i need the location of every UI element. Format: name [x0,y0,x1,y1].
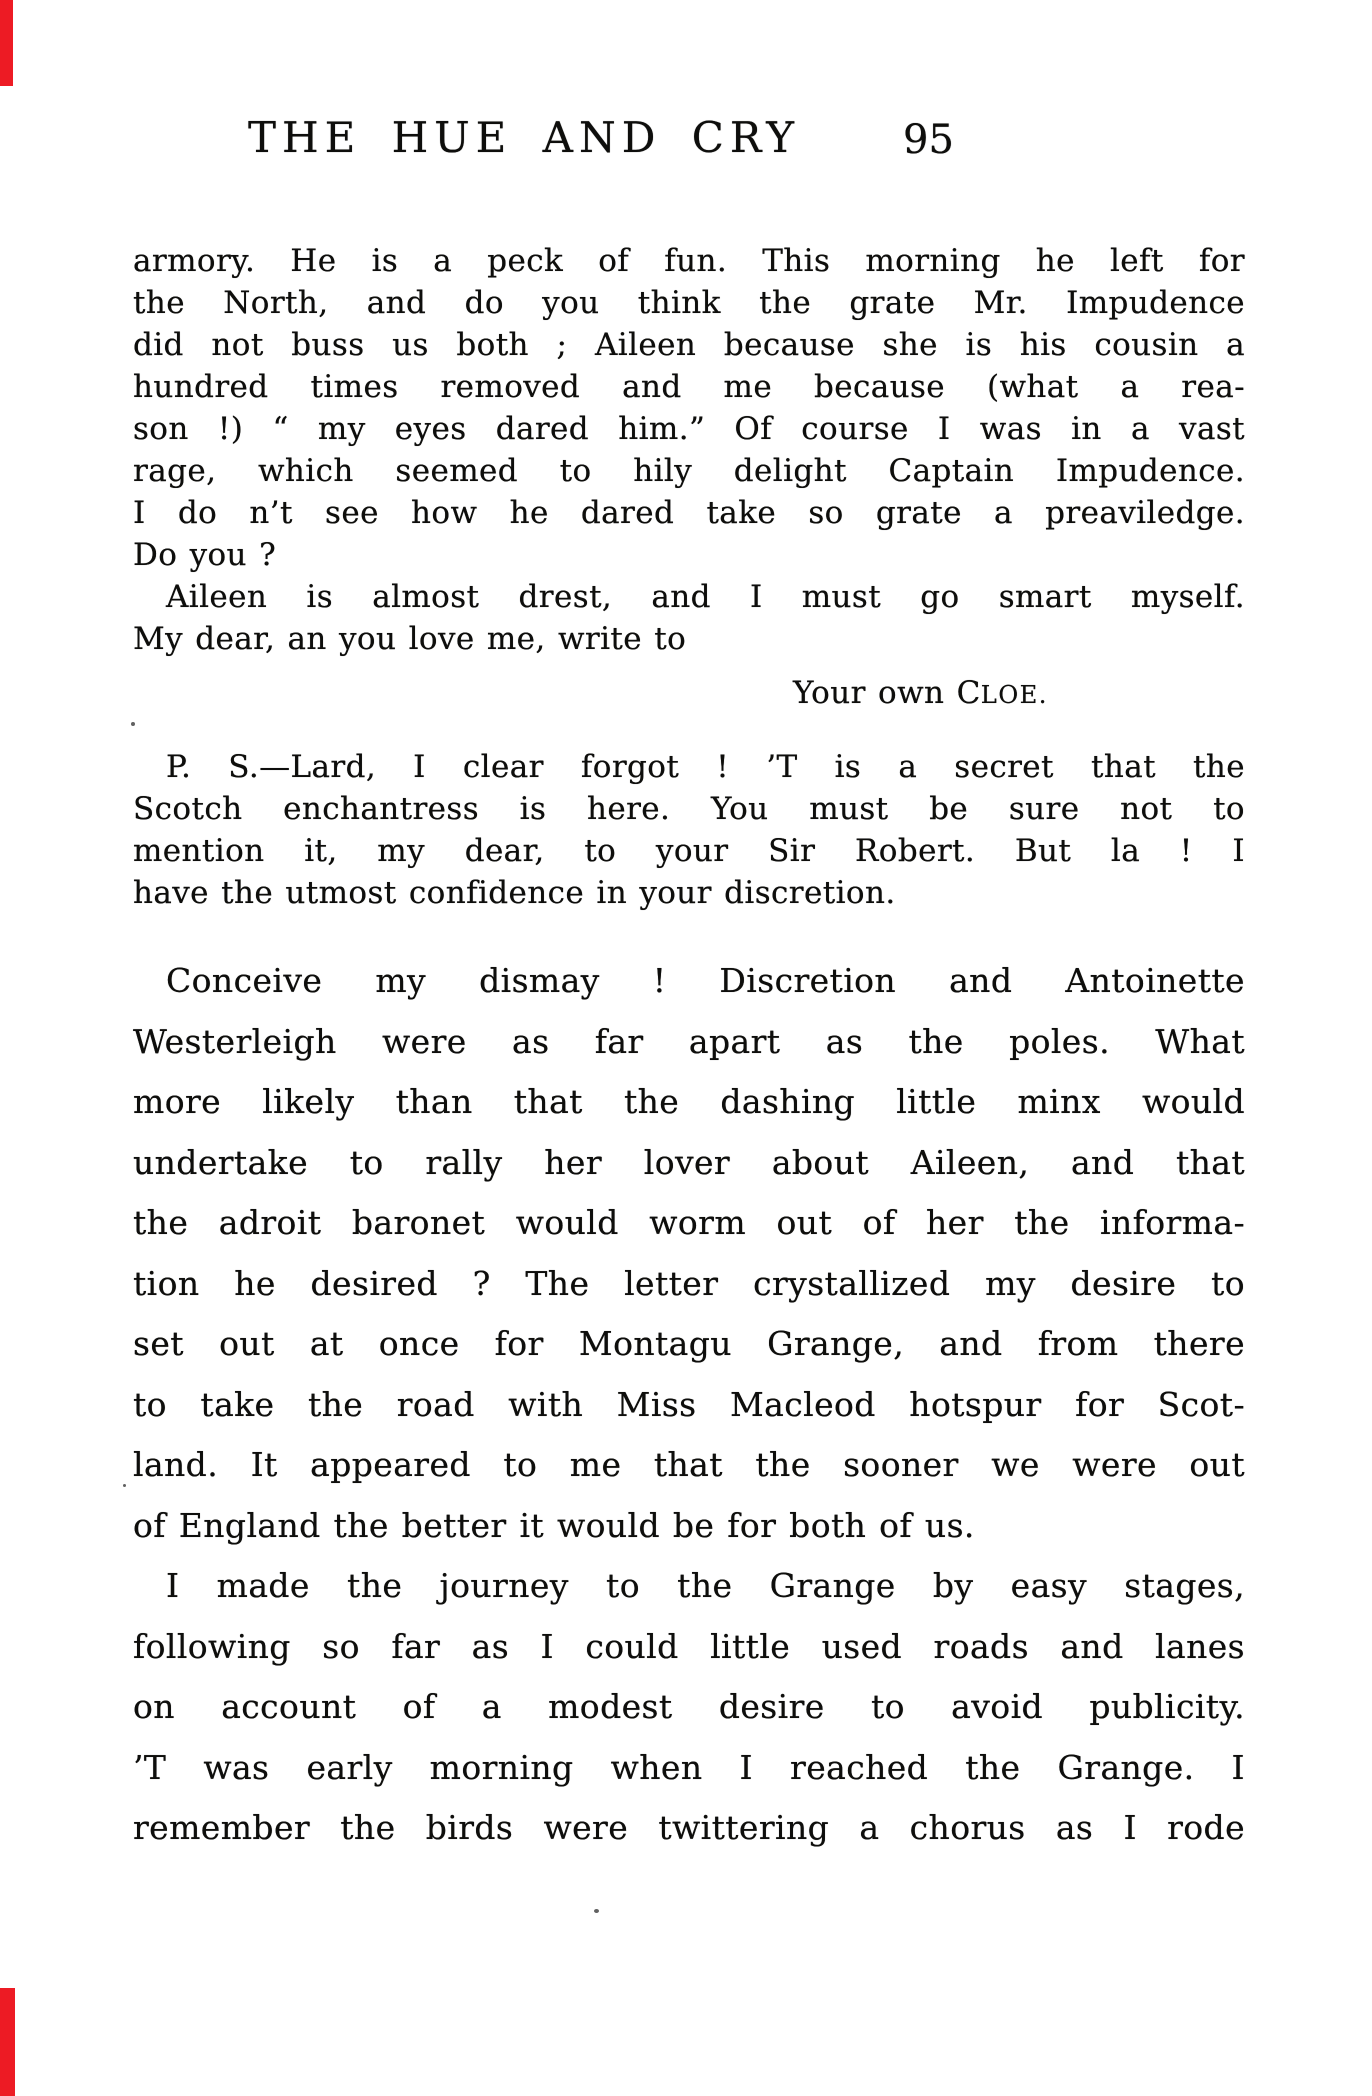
postscript-line: P. S.—Lard, I clear forgot ! ’T is a secret that the [166,749,1245,785]
narrative-line: Conceive my dismay ! Discretion and Antoinette [166,961,1245,1000]
letter-line: armory. He is a peck of fun. This morning he left for [133,243,1245,279]
narrative-line: set out at once for Montagu Grange, and from there [133,1324,1245,1363]
narrative-line: ’T was early morning when I reached the Grange. I [133,1747,1245,1787]
narrative-line: Westerleigh were as far apart as the poles. What [133,1021,1245,1061]
running-header-title: THE HUE AND CRY [248,113,800,162]
narrative-line: tion he desired ? The letter crystallized my desire to [133,1263,1245,1303]
letter-line: son !) “ my eyes dared him.” Of course I was in a vast [133,411,1245,447]
ink-speck [123,1484,126,1487]
narrative-line: remember the birds were twittering a chorus as I rode [133,1808,1245,1847]
narrative-line: I made the journey to the Grange by easy stages, [166,1566,1245,1605]
letter-line: the North, and do you think the grate Mr. Impudence [133,285,1245,321]
narrative-line: the adroit baronet would worm out of her the informa- [133,1203,1245,1242]
narrative-line: on account of a modest desire to avoid publicity. [133,1687,1245,1726]
postscript-line: have the utmost confidence in your discretion. [133,875,896,911]
letter-excerpt [133,240,1245,914]
ink-speck [594,1909,599,1913]
narrative-line: undertake to rally her lover about Aileen, and that [133,1142,1245,1182]
letter-signature [133,672,1245,716]
running-header [0,113,1372,161]
scan-color-bar-bottom-icon [0,1988,15,2096]
signature-name-smallcaps: LOE. [980,681,1048,709]
page-number: 95 [903,117,954,163]
letter-line: I do n’t see how he dared take so grate a preaviledge. [133,495,1245,531]
postscript-line: Scotch enchantress is here. You must be sure not to [133,791,1245,827]
narrative-line: of England the better it would be for both of us. [133,1505,975,1545]
ink-speck [131,722,135,726]
scan-color-bar-top-icon [0,0,13,86]
narrative-text [133,951,1245,1859]
narrative-line: following so far as I could little used roads and lanes [133,1626,1245,1666]
postscript [133,746,1245,914]
letter-line: Aileen is almost drest, and I must go smart myself. [166,579,1245,615]
signature-text: Your own C [792,675,981,711]
narrative-line: land. It appeared to me that the sooner we were out [133,1445,1245,1484]
narrative-line: to take the road with Miss Macleod hotspur for Scot- [133,1384,1245,1424]
letter-line: hundred times removed and me because (what a rea- [133,369,1245,405]
narrative-line: more likely than that the dashing little minx would [133,1082,1245,1121]
postscript-line: mention it, my dear, to your Sir Robert. But la ! I [133,833,1245,869]
letter-line: did not buss us both ; Aileen because she is his cousin a [133,327,1245,363]
letter-line: Do you ? [133,537,277,573]
letter-line: My dear, an you love me, write to [133,621,687,657]
letter-line: rage, which seemed to hily delight Captain Impudence. [133,453,1245,489]
